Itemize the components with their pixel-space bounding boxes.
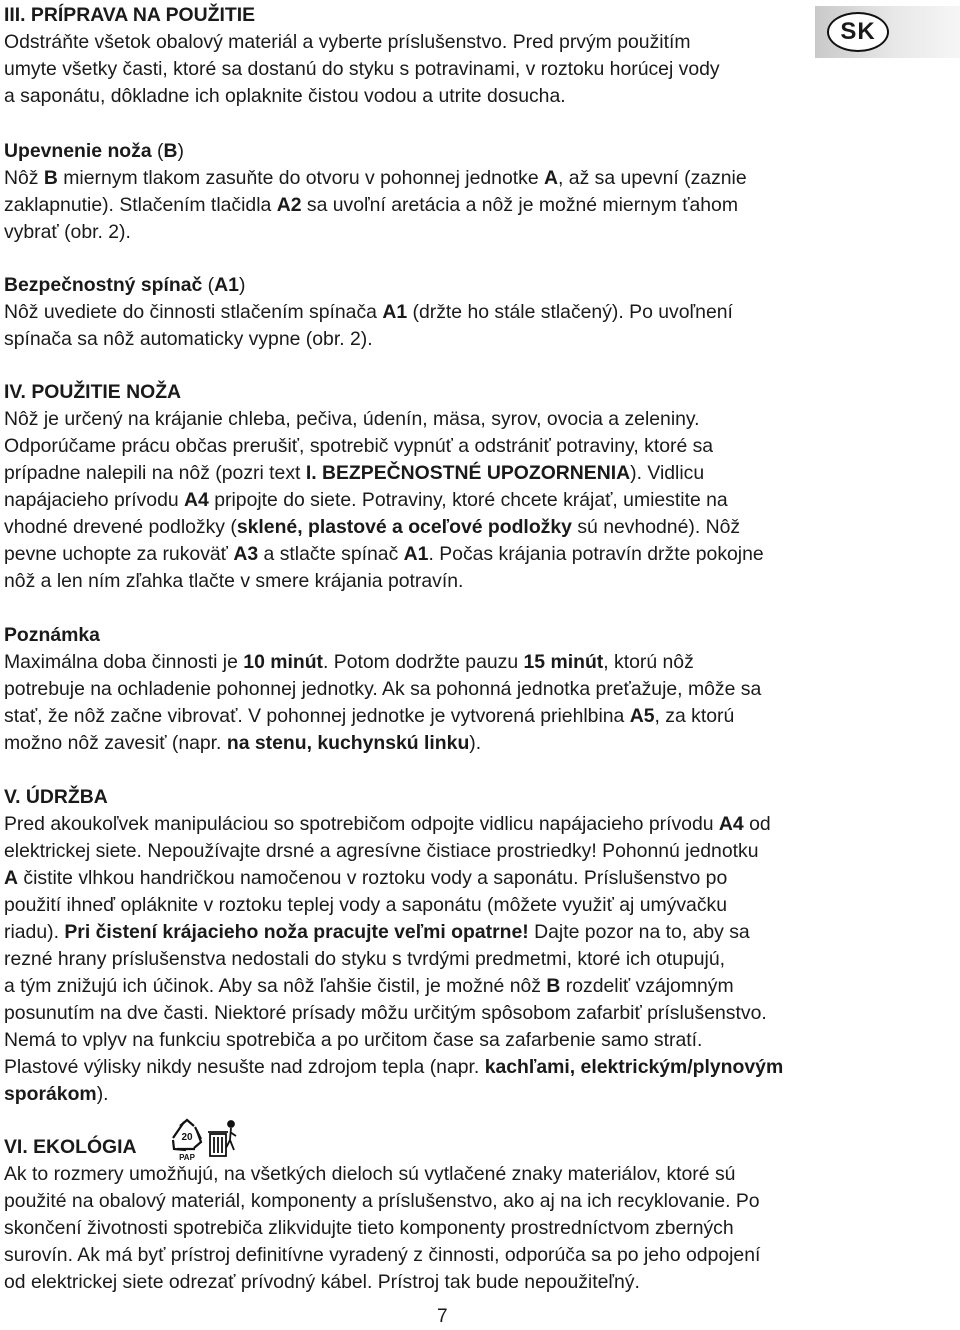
section-knife-attachment [4,138,904,246]
paragraph-line: Maximálna doba činnosti je 10 minút. Potom dodržte pauzu 15 minút, ktorú nôž [4,651,694,673]
paragraph-line: napájacieho prívodu A4 pripojte do siete. Potraviny, ktoré chcete krájať, umiestite na [4,489,728,511]
paragraph-line: sporákom). [4,1083,109,1105]
paragraph-line: rezné hrany príslušenstva nedostali do styku s tvrdými predmetmi, ktoré ich otupujú, [4,948,726,970]
paragraph-line: umyte všetky časti, ktoré sa dostanú do styku s potravinami, v roztoku horúcej vody [4,58,720,80]
section-title: Poznámka [4,624,100,646]
paragraph-line: pevne uchopte za rukoväť A3 a stlačte spínač A1. Počas krájania potravín držte pokojne [4,543,764,565]
recycle-number: 20 [181,1132,193,1143]
ecology-icons [168,1118,240,1162]
section-preparation [4,2,904,110]
paragraph-line: a tým znižujú ich účinok. Aby sa nôž ľahšie čistil, je možné nôž B rozdeliť vzájomným [4,975,734,997]
subsection-title: Bezpečnostný spínač (A1) [4,274,246,296]
paragraph-line: možno nôž zavesiť (napr. na stenu, kuchynskú linku). [4,732,482,754]
paragraph-line: Plastové výlisky nikdy nesušte nad zdrojom tepla (napr. kachľami, elektrickým/plynovým [4,1056,784,1078]
paragraph-line: riadu). Pri čistení krájacieho noža pracujte veľmi opatrne! Dajte pozor na to, aby sa [4,921,750,943]
paragraph-line: použití ihneď opláknite v roztoku teplej vody a saponátu (môžete využiť aj umývačku [4,894,728,916]
waste-bin-icon [208,1121,236,1156]
paragraph-line: spínača sa nôž automaticky vypne (obr. 2). [4,328,373,350]
paragraph-line: nôž a len ním zľahka tlačte v smere krájania potravín. [4,570,464,592]
language-badge: SK [827,12,889,52]
paragraph-line: vhodné drevené podložky (sklené, plastové a oceľové podložky sú nevhodné). Nôž [4,516,741,538]
page-number: 7 [437,1306,448,1327]
paragraph-line: zaklapnutie). Stlačením tlačidla A2 sa uvoľní aretácia a nôž je možné miernym ťahom [4,194,738,216]
section-title: V. ÚDRŽBA [4,786,108,808]
paragraph-line: Odporúčame prácu občas prerušiť, spotrebič vypnúť a odstrániť potraviny, ktoré sa [4,435,714,457]
paragraph-line: Nôž je určený na krájanie chleba, pečiva, údenín, mäsa, syrov, ovocia a zeleniny. [4,408,700,430]
paragraph-line: skončení životnosti spotrebiča zlikvidujte tieto komponenty prostredníctvom zberných [4,1217,734,1239]
section-safety-switch [4,272,904,353]
section-title: IV. POUŽITIE NOŽA [4,381,182,403]
section-maintenance [4,784,904,1108]
paragraph-line: Nôž uvediete do činnosti stlačením spínača A1 (držte ho stále stlačený). Po uvoľnení [4,301,733,323]
paragraph-line: použité na obalový materiál, komponenty a príslušenstvo, ako aj na ich recyklovanie. Po [4,1190,760,1212]
section-title: III. PRÍPRAVA NA POUŽITIE [4,4,256,26]
paragraph-line: Nemá to vplyv na funkciu spotrebiča a po určitom čase sa zafarbenie samo stratí. [4,1029,703,1051]
paragraph-line: od elektrickej siete odrezať prívodný kábel. Prístroj tak bude nepoužiteľný. [4,1271,640,1293]
paragraph-line: Ak to rozmery umožňujú, na všetkých dieloch sú vytlačené znaky materiálov, ktoré sú [4,1163,736,1185]
paragraph-line: A čistite vlhkou handričkou namočenou v roztoku vody a saponátu. Príslušenstvo po [4,867,728,889]
paragraph-line: prípadne nalepili na nôž (pozri text I. BEZPEČNOSTNÉ UPOZORNENIA). Vidlicu [4,462,705,484]
section-knife-usage [4,379,904,595]
paragraph-line: vybrať (obr. 2). [4,221,131,243]
paragraph-line: posunutím na dve časti. Niektoré prísady môžu určitým spôsobom zafarbiť príslušenstvo. [4,1002,767,1024]
paragraph-line: potrebuje na ochladenie pohonnej jednotky. Ak sa pohonná jednotka preťažuje, môže sa [4,678,762,700]
paragraph-line: Odstráňte všetok obalový materiál a vyberte príslušenstvo. Pred prvým použitím [4,31,691,53]
section-title: VI. EKOLÓGIA [4,1136,137,1158]
paragraph-line: elektrickej siete. Nepoužívajte drsné a agresívne čistiace prostriedky! Pohonnú jednotku [4,840,759,862]
paragraph-line: Nôž B miernym tlakom zasuňte do otvoru v pohonnej jednotke A, až sa upevní (zaznie [4,167,747,189]
section-note [4,622,904,757]
recycle-code: PAP [179,1153,195,1162]
section-ecology [4,1134,904,1296]
paragraph-line: Pred akoukoľvek manipuláciou so spotrebičom odpojte vidlicu napájacieho prívodu A4 od [4,813,771,835]
paragraph-line: surovín. Ak má byť prístroj definitívne vyradený z činnosti, odporúča sa po jeho odpojení [4,1244,761,1266]
paragraph-line: a saponátu, dôkladne ich oplaknite čistou vodou a utrite dosucha. [4,85,566,107]
paragraph-line: stať, že nôž začne vibrovať. V pohonnej jednotke je vytvorená priehlbina A5, za ktorú [4,705,735,727]
subsection-title: Upevnenie noža (B) [4,140,184,162]
